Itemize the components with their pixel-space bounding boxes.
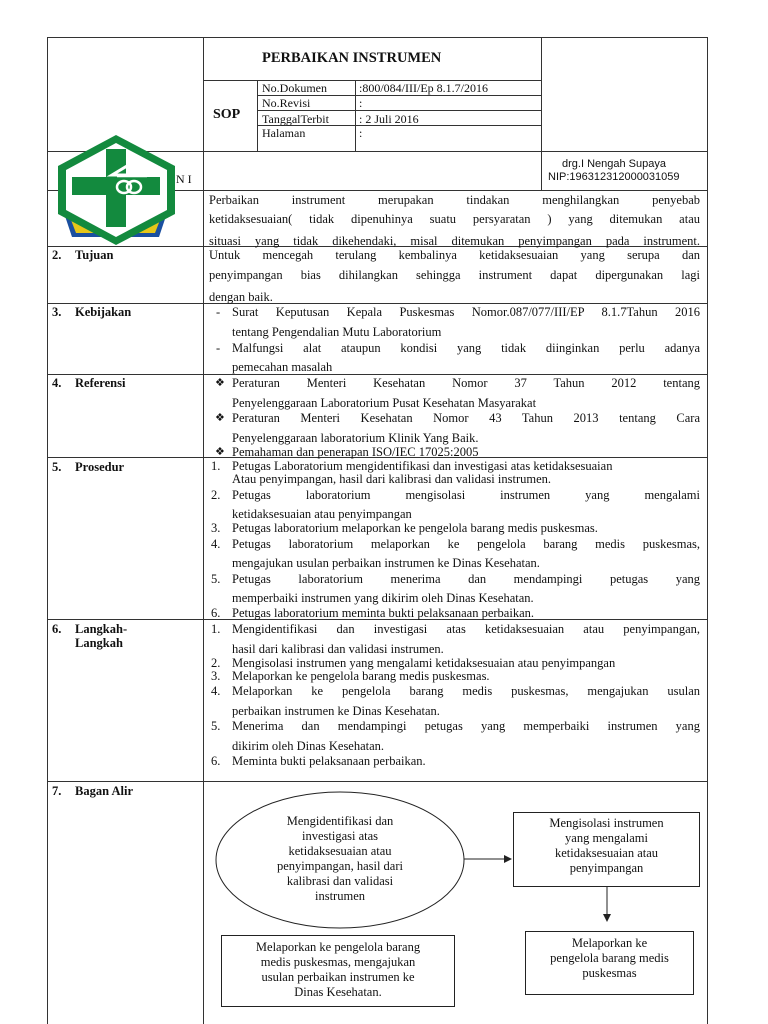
tujuan-number: 2. <box>52 248 62 262</box>
pengertian-line-2: ketidaksesuaian( tidak dipenuhinya suatu persyaratan ) yang ditemukan atau <box>209 212 700 226</box>
prosedur-line-6: Petugas laboratorium melaporkan ke pengelola barang medis puskesmas, <box>232 537 700 551</box>
langkah-line-8: dikirim oleh Dinas Kesehatan. <box>232 739 385 753</box>
kebijakan-label: Kebijakan <box>75 305 132 319</box>
flow-node-2-line-2: yang mengalami <box>565 831 648 845</box>
flow-arrowhead-1-2 <box>504 855 512 863</box>
kebijakan-line-4: pemecahan masalah <box>232 360 333 374</box>
langkah-num-6: 6. <box>211 754 221 768</box>
prosedur-line-10: Petugas laboratorium meminta bukti pelaksanaan perbaikan. <box>232 606 534 620</box>
kebijakan-line-3: Malfungsi alat ataupun kondisi yang tidak diinginkan perlu adanya <box>232 341 700 355</box>
langkah-line-1: Mengidentifikasi dan investigasi atas ketidaksesuaian atau penyimpangan, <box>232 622 700 636</box>
prosedur-num-1: 1. <box>211 459 221 473</box>
langkah-num-1: 1. <box>211 622 221 636</box>
flow-node-1-line-1: Mengidentifikasi dan <box>286 814 394 828</box>
flow-node-2-line-1: Mengisolasi instrumen <box>549 816 664 830</box>
prosedur-label: Prosedur <box>75 460 125 474</box>
langkah-num-4: 4. <box>211 684 221 698</box>
referensi-bullet-2: ❖ <box>215 411 225 424</box>
prosedur-line-2: Atau penyimpangan, hasil dari kalibrasi dan validasi instrumen. <box>232 472 552 486</box>
langkah-number: 6. <box>52 622 62 636</box>
referensi-label: Referensi <box>75 376 126 390</box>
langkah-line-9: Meminta bukti pelaksanaan perbaikan. <box>232 754 426 768</box>
flow-node-1-line-5: kalibrasi dan validasi <box>286 874 394 888</box>
langkah-line-5: Melaporkan ke pengelola barang medis puskesmas, mengajukan usulan <box>232 684 700 698</box>
bagan-label: Bagan Alir <box>75 784 133 798</box>
prosedur-line-5: Petugas laboratorium melaporkan ke pengelola barang medis puskesmas. <box>232 521 598 535</box>
tujuan-line-3: dengan baik. <box>209 290 273 304</box>
langkah-label-2: Langkah <box>75 636 123 650</box>
flow-node-4-line-3: usulan perbaikan instrumen ke <box>261 970 415 984</box>
tujuan-line-1: Untuk mencegah terulang kembalinya ketidaksesuaian yang serupa dan <box>209 248 700 262</box>
referensi-line-4: Penyelenggaraan laboratorium Klinik Yang Baik. <box>232 431 479 445</box>
kebijakan-line-1: Surat Keputusan Kepala Puskesmas Nomor.087/077/III/EP 8.1.7Tahun 2016 <box>232 305 700 319</box>
kebijakan-number: 3. <box>52 305 62 319</box>
field-value-no-dokumen: :800/084/III/Ep 8.1.7/2016 <box>359 81 488 95</box>
prosedur-num-4: 4. <box>211 537 221 551</box>
referensi-bullet-1: ❖ <box>215 376 225 389</box>
prosedur-line-9: memperbaiki instrumen yang dikirim oleh Dinas Kesehatan. <box>232 591 534 605</box>
field-label-tanggal-terbit: TanggalTerbit <box>262 112 329 126</box>
tujuan-line-2: penyimpangan bias dihilangkan sehingga instrument dapat dipergunakan lagi <box>209 268 700 282</box>
field-label-halaman: Halaman <box>262 126 306 140</box>
flow-node-1-text <box>240 814 440 904</box>
referensi-line-5: Pemahaman dan penerapan ISO/IEC 17025:2005 <box>232 445 479 459</box>
langkah-line-2: hasil dari kalibrasi dan validasi instrumen. <box>232 642 444 656</box>
kebijakan-bullet-1: - <box>216 305 221 319</box>
tujuan-label: Tujuan <box>75 248 114 262</box>
flow-node-4-line-2: medis puskesmas, mengajukan <box>260 955 416 969</box>
prosedur-line-7: mengajukan usulan perbaikan instrumen ke Dinas Kesehatan. <box>232 556 540 570</box>
langkah-num-2: 2. <box>211 656 221 670</box>
flow-node-4 <box>221 935 455 1007</box>
langkah-num-3: 3. <box>211 669 221 683</box>
langkah-line-7: Menerima dan mendampingi petugas yang memperbaiki instrumen yang <box>232 719 700 733</box>
kebijakan-line-2: tentang Pengendalian Mutu Laboratorium <box>232 325 442 339</box>
flow-node-4-line-1: Melaporkan ke pengelola barang <box>255 940 421 954</box>
pengertian-line-1: Perbaikan instrument merupakan tindakan menghilangkan penyebab <box>209 193 700 207</box>
field-label-no-dokumen: No.Dokumen <box>262 81 327 95</box>
document-title: PERBAIKAN INSTRUMEN <box>262 50 442 66</box>
prosedur-num-6: 6. <box>211 606 221 620</box>
pengertian-line-3: situasi yang tidak dikehendaki, misal ditemukan penyimpangan pada instrument. <box>209 234 700 248</box>
signer-nip: NIP:196312312000031059 <box>548 171 680 183</box>
langkah-label-1: Langkah- <box>75 622 128 636</box>
field-value-no-revisi: : <box>359 96 363 110</box>
signer-name: drg.I Nengah Supaya <box>562 158 666 170</box>
langkah-line-6: perbaikan instrumen ke Dinas Kesehatan. <box>232 704 440 718</box>
org-name-partial: N I <box>176 172 192 186</box>
prosedur-line-4: ketidaksesuaian atau penyimpangan <box>232 507 412 521</box>
sop-label: SOP <box>213 107 241 122</box>
referensi-line-1: Peraturan Menteri Kesehatan Nomor 37 Tahun 2012 tentang <box>232 376 700 390</box>
referensi-bullet-3: ❖ <box>215 445 225 458</box>
prosedur-num-3: 3. <box>211 521 221 535</box>
flow-node-1-line-3: ketidaksesuaian atau <box>288 844 392 858</box>
flow-node-4-line-4: Dinas Kesehatan. <box>294 985 382 999</box>
bagan-number: 7. <box>52 784 62 798</box>
flow-node-3-line-1: Melaporkan ke <box>571 936 648 950</box>
prosedur-num-5: 5. <box>211 572 221 586</box>
puskesmas-logo <box>54 131 179 248</box>
prosedur-line-1: Petugas Laboratorium mengidentifikasi dan investigasi atas ketidaksesuaian <box>232 459 613 473</box>
flow-node-2 <box>513 812 700 887</box>
flow-node-3-line-3: puskesmas <box>582 966 637 980</box>
prosedur-line-8: Petugas laboratorium menerima dan mendampingi petugas yang <box>232 572 700 586</box>
referensi-number: 4. <box>52 376 62 390</box>
langkah-num-5: 5. <box>211 719 221 733</box>
kebijakan-bullet-2: - <box>216 341 221 355</box>
referensi-line-2: Penyelenggaraan Laboratorium Pusat Kesehatan Masyarakat <box>232 396 537 410</box>
flow-node-3 <box>525 931 694 995</box>
prosedur-num-2: 2. <box>211 488 221 502</box>
flow-node-3-line-2: pengelola barang medis <box>550 951 669 965</box>
prosedur-number: 5. <box>52 460 62 474</box>
referensi-line-3: Peraturan Menteri Kesehatan Nomor 43 Tahun 2013 tentang Cara <box>232 411 700 425</box>
flow-node-1-line-4: penyimpangan, hasil dari <box>276 859 403 873</box>
langkah-line-3: Mengisolasi instrumen yang mengalami ketidaksesuaian atau penyimpangan <box>232 656 616 670</box>
langkah-line-4: Melaporkan ke pengelola barang medis puskesmas. <box>232 669 490 683</box>
prosedur-line-3: Petugas laboratorium mengisolasi instrumen yang mengalami <box>232 488 700 502</box>
field-value-tanggal-terbit: : 2 Juli 2016 <box>359 112 419 126</box>
flow-node-1-line-2: investigasi atas <box>301 829 379 843</box>
field-label-no-revisi: No.Revisi <box>262 96 311 110</box>
flow-arrowhead-2-3 <box>603 914 611 922</box>
field-value-halaman: : <box>359 126 363 140</box>
flow-node-2-line-4: penyimpangan <box>569 861 644 875</box>
flow-node-2-line-3: ketidaksesuaian atau <box>554 846 659 860</box>
flow-node-1-line-6: instrumen <box>315 889 365 903</box>
